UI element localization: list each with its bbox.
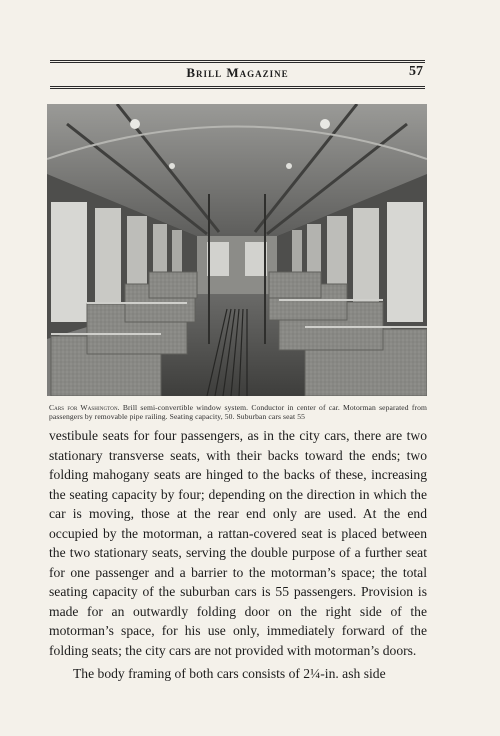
caption-text: Brill semi-convertible window system. Conductor in center of car. Motorman separated from passengers by removable pipe railing. Seating capacity, 50. Suburban cars seat 55 [49, 403, 427, 421]
header-rule-top [50, 60, 425, 61]
header-rule-bottom-inner [50, 88, 425, 89]
body-paragraph-2: The body framing of both cars consists of 2¼-in. ash side [73, 666, 386, 681]
magazine-title: Brill Magazine [186, 65, 289, 80]
header-rule-top-inner [50, 62, 425, 63]
body-paragraph-1: vestibule seats for four passengers, as in the city cars, there are two stationary transverse seats, with their backs toward the ends; two folding mahogany seats are hinged to the backs of these, increasing the seating capacity by four; depending on the direction in which the car is moving, those at the rear end only are used. At the end occupied by the motorman, a rattan-covered seat is placed between the two stationary seats, serving the double purpose of a further seat for one passenger and a barrier to the motorman’s space; the total seating capacity of the suburban cars is 55 passengers. Provision is made for an outwardly folding door on the right side of the motorman’s space, for his use only, immediately forward of the folding seats; the city cars are not provided with motorman’s doors. [49, 428, 427, 658]
running-header [50, 64, 425, 82]
article-body [49, 426, 427, 684]
photo-illustration [47, 104, 427, 396]
streetcar-interior-photo [47, 104, 427, 396]
page-number: 57 [409, 64, 423, 79]
photo-caption [49, 403, 427, 421]
header-rule-bottom [50, 86, 425, 87]
caption-lead: Cars for Washington. [49, 403, 120, 412]
